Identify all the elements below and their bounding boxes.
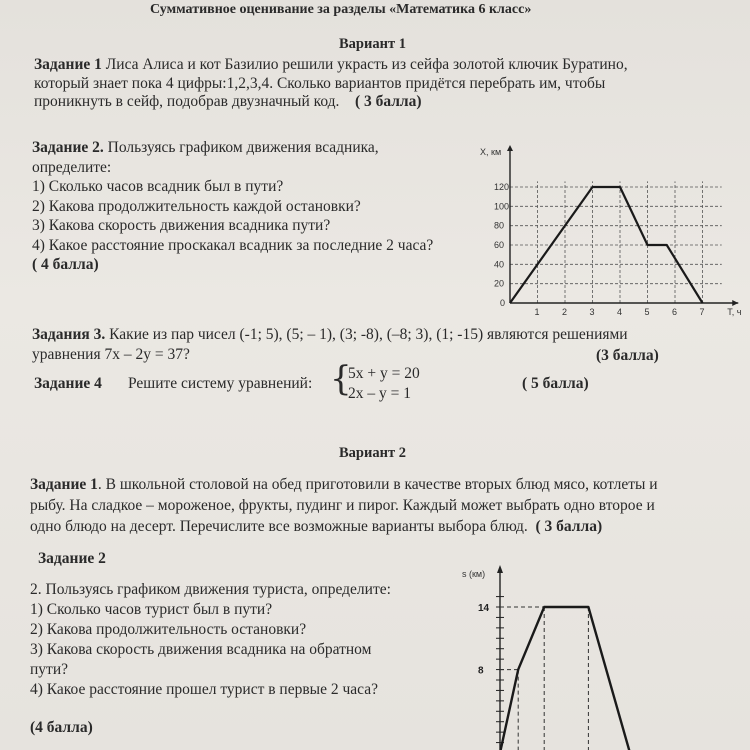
v1-task3-label: Задания 3. [32,326,106,343]
v2-task1-points: ( 3 балла) [535,518,603,535]
x-tick-label: 1 [534,307,540,317]
y-axis-label: X, км [480,147,502,157]
v1-task1-line3: проникнуть в сейф, подобрав двузначный код. [34,93,340,110]
y-tick-label: 120 [494,182,510,192]
v1-task4-eq1: 5x + y = 20 [348,365,420,382]
y-tick-label: 20 [494,278,505,289]
y-tick-label: 100 [494,201,510,212]
x-tick-label: 2 [562,307,568,317]
x-tick-label: 6 [672,307,678,317]
rider-motion-chart [470,143,750,323]
y-tick-label: 40 [494,259,505,270]
v1-task2-line6: 4) Какое расстояние проскакал всадник за последние 2 часа? [32,236,434,254]
variant2-title: Вариант 2 [339,445,406,461]
v1-task2-line4: 2) Какова продолжительность каждой остановки? [32,197,361,215]
origin-label: 0 [500,298,506,308]
v2-task2-line3: 2) Какова продолжительность остановки? [30,621,307,638]
v1-task3-line1: Какие из пар чисел (-1; 5), (5; – 1), (3; -8), (–8; 3), (1; -15) являются решениями [109,326,628,343]
v1-task1-line1: Лиса Алиса и кот Базилио решили украсть из сейфа золотой ключик Буратино, [105,56,628,73]
v1-task2-line3: 1) Сколько часов всадник был в пути? [32,178,284,195]
y-axis-arrow [507,145,513,151]
v1-task4-eq2: 2x – y = 1 [348,385,411,402]
page-header: Суммативное оценивание за разделы «Математика 6 класс» [150,2,532,17]
v1-task2-label: Задание 2. [32,139,104,156]
series-line [500,607,630,750]
variant1-title: Вариант 1 [339,36,406,52]
x-axis-arrow [732,300,738,306]
v2-task2-line1: 2. Пользуясь графиком движения туриста, определите: [30,581,391,598]
v2-task2-line4: 3) Какова скорость движения всадника на обратном [30,641,372,658]
v1-task2-line1: Пользуясь графиком движения всадника, [107,139,379,156]
v1-task3-points: (3 балла) [596,347,659,364]
v1-task1-points: ( 3 балла) [354,93,422,110]
system-brace: { [330,359,352,399]
v2-task1-line3: одно блюдо на десерт. Перечислите все возможные варианты выбора блюд. [30,518,528,535]
v1-task1 [34,56,628,112]
v2-task1-label: Задание 1 [30,476,98,493]
y-tick-label: 60 [494,240,505,250]
v2-task1-line1: . В школьной столовой на обед приготовили в качестве вторых блюд мясо, котлеты и [97,476,658,493]
y-tick-label: 14 [478,603,490,614]
v2-task2-line6: 4) Какое расстояние прошел турист в первые 2 часа? [30,681,378,698]
x-axis-label: T, ч [727,307,742,317]
x-tick-label: 5 [644,307,650,317]
tourist-motion-chart [440,563,690,750]
x-tick-label: 3 [589,307,595,317]
v1-task3-line2: уравнения 7x – 2y = 37? [32,346,190,363]
y-tick-label: 80 [494,220,505,231]
v2-task2 [30,580,391,700]
v1-task4-text: Решите систему уравнений: [128,375,313,392]
v1-task1-line2: который знает пока 4 цифры:1,2,3,4. Сколько вариантов придётся перебрать им, чтобы [34,74,606,92]
x-tick-label: 4 [617,307,623,317]
v2-task1-line2: рыбу. На сладкое – мороженое, фрукты, пудинг и пирог. Каждый может выбрать одно второе и [30,497,655,514]
v1-task2 [32,138,433,275]
v1-task4-points: ( 5 балла) [522,375,589,392]
v2-task2-line2: 1) Сколько часов турист был в пути? [30,601,273,618]
v1-task4-label: Задание 4 [34,375,102,392]
v1-task2-points: ( 4 балла) [32,256,99,273]
v1-task2-line5: 3) Какова скорость движения всадника пути? [32,217,331,234]
x-tick-label: 7 [699,307,705,317]
v1-task2-line2: определите: [32,158,112,176]
v2-task2-points: (4 балла) [30,719,93,736]
v2-task1 [30,474,658,537]
y-axis-label: s (км) [462,569,486,579]
v2-task2-label: Задание 2 [38,550,106,567]
y-tick-label: 8 [478,665,484,677]
v1-task1-label: Задание 1 [34,56,102,73]
v2-task2-line5: пути? [30,661,68,678]
y-axis-arrow [497,565,503,573]
